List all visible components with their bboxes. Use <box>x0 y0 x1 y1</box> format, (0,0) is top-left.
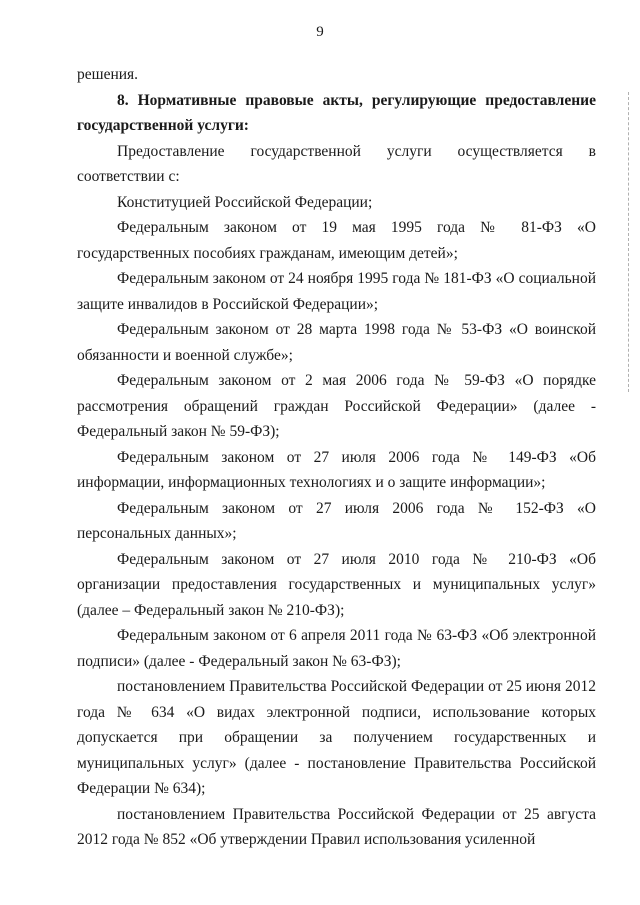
legal-act-item: Федеральным законом от 24 ноября 1995 года № 181-ФЗ «О социальной защите инвалидов в Российской Федерации»; <box>77 270 596 313</box>
legal-act-item: Федеральным законом от 6 апреля 2011 года № 63-ФЗ «Об электронной подписи» (далее - Федеральный закон № 63-ФЗ); <box>77 627 596 670</box>
legal-act-item: постановлением Правительства Российской Федерации от 25 августа 2012 года № 852 «Об утверждении Правил использования усиленной <box>77 805 596 848</box>
margin-rule <box>628 92 629 392</box>
legal-act-item: Федеральным законом от 27 июля 2006 года № 149-ФЗ «Об информации, информационных технологиях и о защите информации»; <box>77 448 596 491</box>
continuation-text: решения. <box>77 66 139 83</box>
document-body <box>77 62 596 853</box>
legal-act-item: Федеральным законом от 2 мая 2006 года № 59-ФЗ «О порядке рассмотрения обращений граждан Российской Федерации» (далее - Федеральный закон № 59-ФЗ); <box>77 372 596 440</box>
legal-act-item: Федеральным законом от 27 июля 2010 года № 210-ФЗ «Об организации предоставления государственных и муниципальных услуг» (далее – Федеральный закон № 210-ФЗ); <box>77 550 596 619</box>
legal-act-item: Конституцией Российской Федерации; <box>117 193 373 211</box>
legal-act-item: Федеральным законом от 28 марта 1998 года № 53-ФЗ «О воинской обязанности и военной службе»; <box>77 321 596 364</box>
page-number: 9 <box>316 24 324 40</box>
legal-act-item: Федеральным законом от 19 мая 1995 года № 81-ФЗ «О государственных пособиях гражданам, имеющим детей»; <box>77 219 596 262</box>
section-heading: 8. Нормативные правовые акты, регулирующие предоставление государственной услуги: <box>77 91 596 134</box>
legal-act-item: Федеральным законом от 27 июля 2006 года № 152-ФЗ «О персональных данных»; <box>77 499 596 542</box>
intro-paragraph: Предоставление государственной услуги осуществляется в соответствии с: <box>77 142 596 185</box>
legal-act-item: постановлением Правительства Российской Федерации от 25 июня 2012 года № 634 «О видах электронной подписи, использование которых допускается при обращении за получением государственных и муниципальных услуг» (далее - постановление Правительства Российской Федерации № 634); <box>77 678 596 797</box>
